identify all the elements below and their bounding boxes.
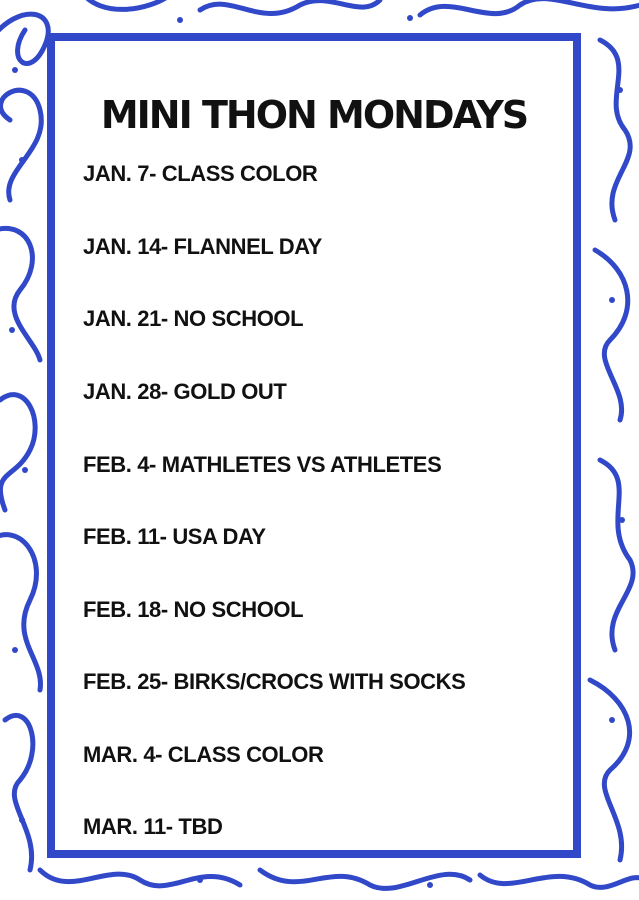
schedule-card bbox=[47, 33, 581, 858]
schedule-item: JAN. 14- FLANNEL DAY bbox=[83, 234, 322, 259]
schedule-item: FEB. 11- USA DAY bbox=[83, 524, 266, 549]
schedule-item: FEB. 25- BIRKS/CROCS WITH SOCKS bbox=[83, 669, 466, 694]
schedule-item: MAR. 4- CLASS COLOR bbox=[83, 742, 324, 767]
schedule-item: FEB. 18- NO SCHOOL bbox=[83, 597, 304, 622]
schedule-item: JAN. 28- GOLD OUT bbox=[83, 379, 287, 404]
schedule-item: JAN. 7- CLASS COLOR bbox=[83, 161, 318, 186]
schedule-item: FEB. 4- MATHLETES VS ATHLETES bbox=[83, 452, 442, 477]
schedule-item: MAR. 11- TBD bbox=[83, 814, 223, 839]
schedule-item: JAN. 21- NO SCHOOL bbox=[83, 306, 304, 331]
page-title: MINI THON MONDAYS bbox=[100, 93, 528, 137]
